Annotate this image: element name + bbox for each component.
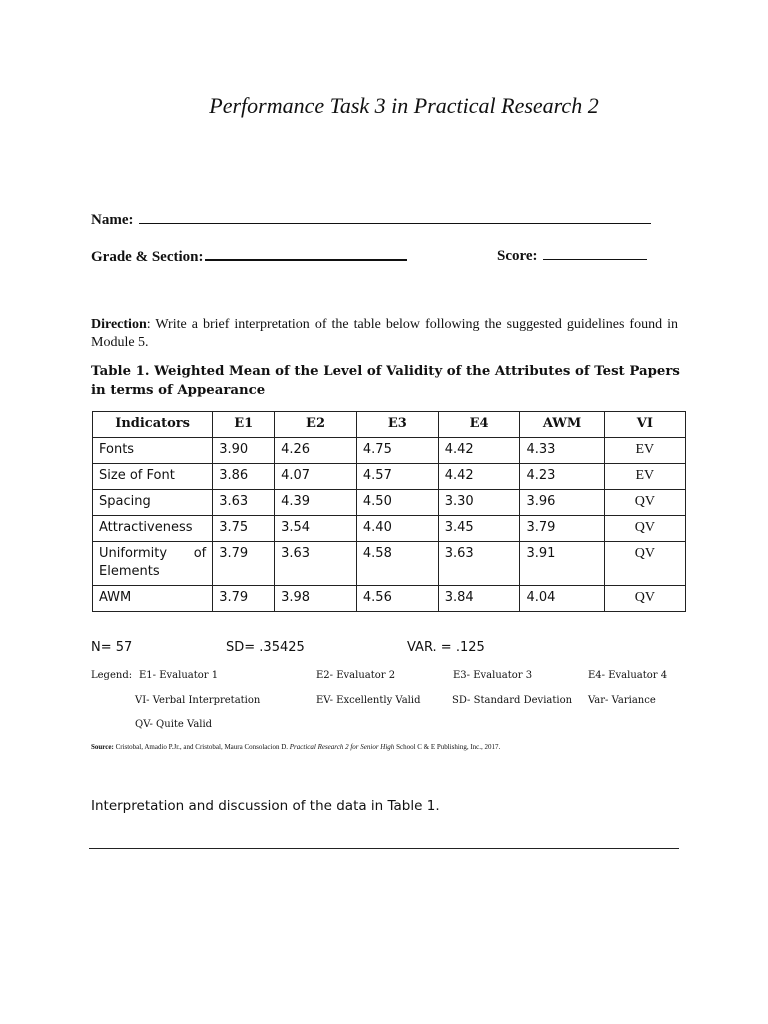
cell-awm: 4.33: [520, 438, 604, 464]
col-header-e3: E3: [356, 412, 438, 438]
legend-sd: SD- Standard Deviation: [452, 695, 573, 706]
cell-e2: 3.54: [275, 516, 357, 542]
cell-e1: 3.86: [213, 464, 275, 490]
cell-e2: 4.07: [275, 464, 357, 490]
cell-e3: 4.58: [356, 542, 438, 586]
cell-e3: 4.40: [356, 516, 438, 542]
interpretation-prompt: Interpretation and discussion of the data in Table 1.: [91, 798, 440, 814]
cell-e3: 4.50: [356, 490, 438, 516]
grade-section-field: [91, 245, 407, 266]
validity-table: [92, 411, 686, 612]
stat-sd: SD= .35425: [226, 640, 305, 655]
legend-e4: E4- Evaluator 4: [588, 670, 668, 681]
legend-label: Legend:: [91, 670, 133, 681]
cell-awm: 4.04: [520, 586, 604, 612]
cell-e1: 3.75: [213, 516, 275, 542]
cell-vi: QV: [604, 586, 685, 612]
col-header-e4: E4: [438, 412, 520, 438]
name-label: Name:: [91, 212, 134, 228]
legend-e1: E1- Evaluator 1: [139, 670, 219, 681]
cell-e4: 3.84: [438, 586, 520, 612]
cell-vi: QV: [604, 516, 685, 542]
cell-e4: 3.30: [438, 490, 520, 516]
cell-indicator: AWM: [93, 586, 213, 612]
cell-vi: QV: [604, 542, 685, 586]
name-input-line[interactable]: [139, 209, 651, 224]
col-header-awm: AWM: [520, 412, 604, 438]
cell-indicator: Attractiveness: [93, 516, 213, 542]
direction-text: [91, 316, 678, 352]
cell-indicator-line2: Elements: [99, 564, 160, 579]
cell-vi: QV: [604, 490, 685, 516]
cell-e2: 3.63: [275, 542, 357, 586]
col-header-vi: VI: [604, 412, 685, 438]
table-header-row: [93, 412, 686, 438]
stat-n: N= 57: [91, 640, 133, 655]
table-caption: Table 1. Weighted Mean of the Level of Validity of the Attributes of Test Papers in terms of Appearance: [91, 364, 680, 398]
col-header-e2: E2: [275, 412, 357, 438]
table-row: [93, 542, 686, 586]
cell-indicator-line1: Uniformity of: [99, 546, 207, 561]
source-publisher: School C & E Publishing, Inc., 2017.: [394, 743, 501, 751]
source-label: Source:: [91, 743, 114, 751]
table-row: [93, 464, 686, 490]
table-row: [93, 490, 686, 516]
legend-ev: EV- Excellently Valid: [316, 695, 421, 706]
grade-section-input-line[interactable]: [205, 245, 407, 261]
cell-vi: EV: [604, 464, 685, 490]
legend-var: Var- Variance: [588, 695, 656, 706]
cell-indicator: Size of Font: [93, 464, 213, 490]
cell-e4: 4.42: [438, 464, 520, 490]
cell-e2: 4.26: [275, 438, 357, 464]
direction-label: Direction: [91, 317, 147, 332]
cell-awm: 4.23: [520, 464, 604, 490]
cell-awm: 3.79: [520, 516, 604, 542]
stat-var: VAR. = .125: [407, 640, 485, 655]
col-header-e1: E1: [213, 412, 275, 438]
cell-e4: 4.42: [438, 438, 520, 464]
col-header-indicators: Indicators: [93, 412, 213, 438]
cell-e4: 3.63: [438, 542, 520, 586]
cell-e1: 3.79: [213, 586, 275, 612]
page-title: Performance Task 3 in Practical Research 2: [209, 93, 599, 118]
source-authors: Cristobal, Amadio P.Jr., and Cristobal, Maura Consolacion D.: [113, 743, 290, 751]
legend-e3: E3- Evaluator 3: [453, 670, 533, 681]
answer-line[interactable]: [89, 848, 679, 849]
direction-body: : Write a brief interpretation of the table below following the suggested guidelines found in Module 5.: [91, 317, 678, 350]
legend-qv: QV- Quite Valid: [135, 719, 213, 730]
cell-e3: 4.57: [356, 464, 438, 490]
score-field: [497, 245, 647, 265]
source-book-title: Practical Research 2 for Senior High: [289, 743, 395, 751]
score-label: Score:: [497, 248, 538, 264]
cell-e3: 4.75: [356, 438, 438, 464]
cell-awm: 3.96: [520, 490, 604, 516]
cell-awm: 3.91: [520, 542, 604, 586]
cell-e1: 3.90: [213, 438, 275, 464]
grade-section-label: Grade & Section:: [91, 249, 204, 265]
table-row: [93, 586, 686, 612]
cell-e2: 4.39: [275, 490, 357, 516]
cell-vi: EV: [604, 438, 685, 464]
legend-vi: VI- Verbal Interpretation: [135, 695, 261, 706]
cell-e4: 3.45: [438, 516, 520, 542]
table-row: [93, 438, 686, 464]
cell-e1: 3.79: [213, 542, 275, 586]
name-field: [91, 209, 651, 229]
score-input-line[interactable]: [543, 245, 647, 260]
legend-e2: E2- Evaluator 2: [316, 670, 396, 681]
cell-e1: 3.63: [213, 490, 275, 516]
cell-indicator: [93, 542, 213, 586]
cell-indicator: Fonts: [93, 438, 213, 464]
cell-e2: 3.98: [275, 586, 357, 612]
table-row: [93, 516, 686, 542]
cell-e3: 4.56: [356, 586, 438, 612]
cell-indicator: Spacing: [93, 490, 213, 516]
source-citation: [91, 743, 500, 751]
